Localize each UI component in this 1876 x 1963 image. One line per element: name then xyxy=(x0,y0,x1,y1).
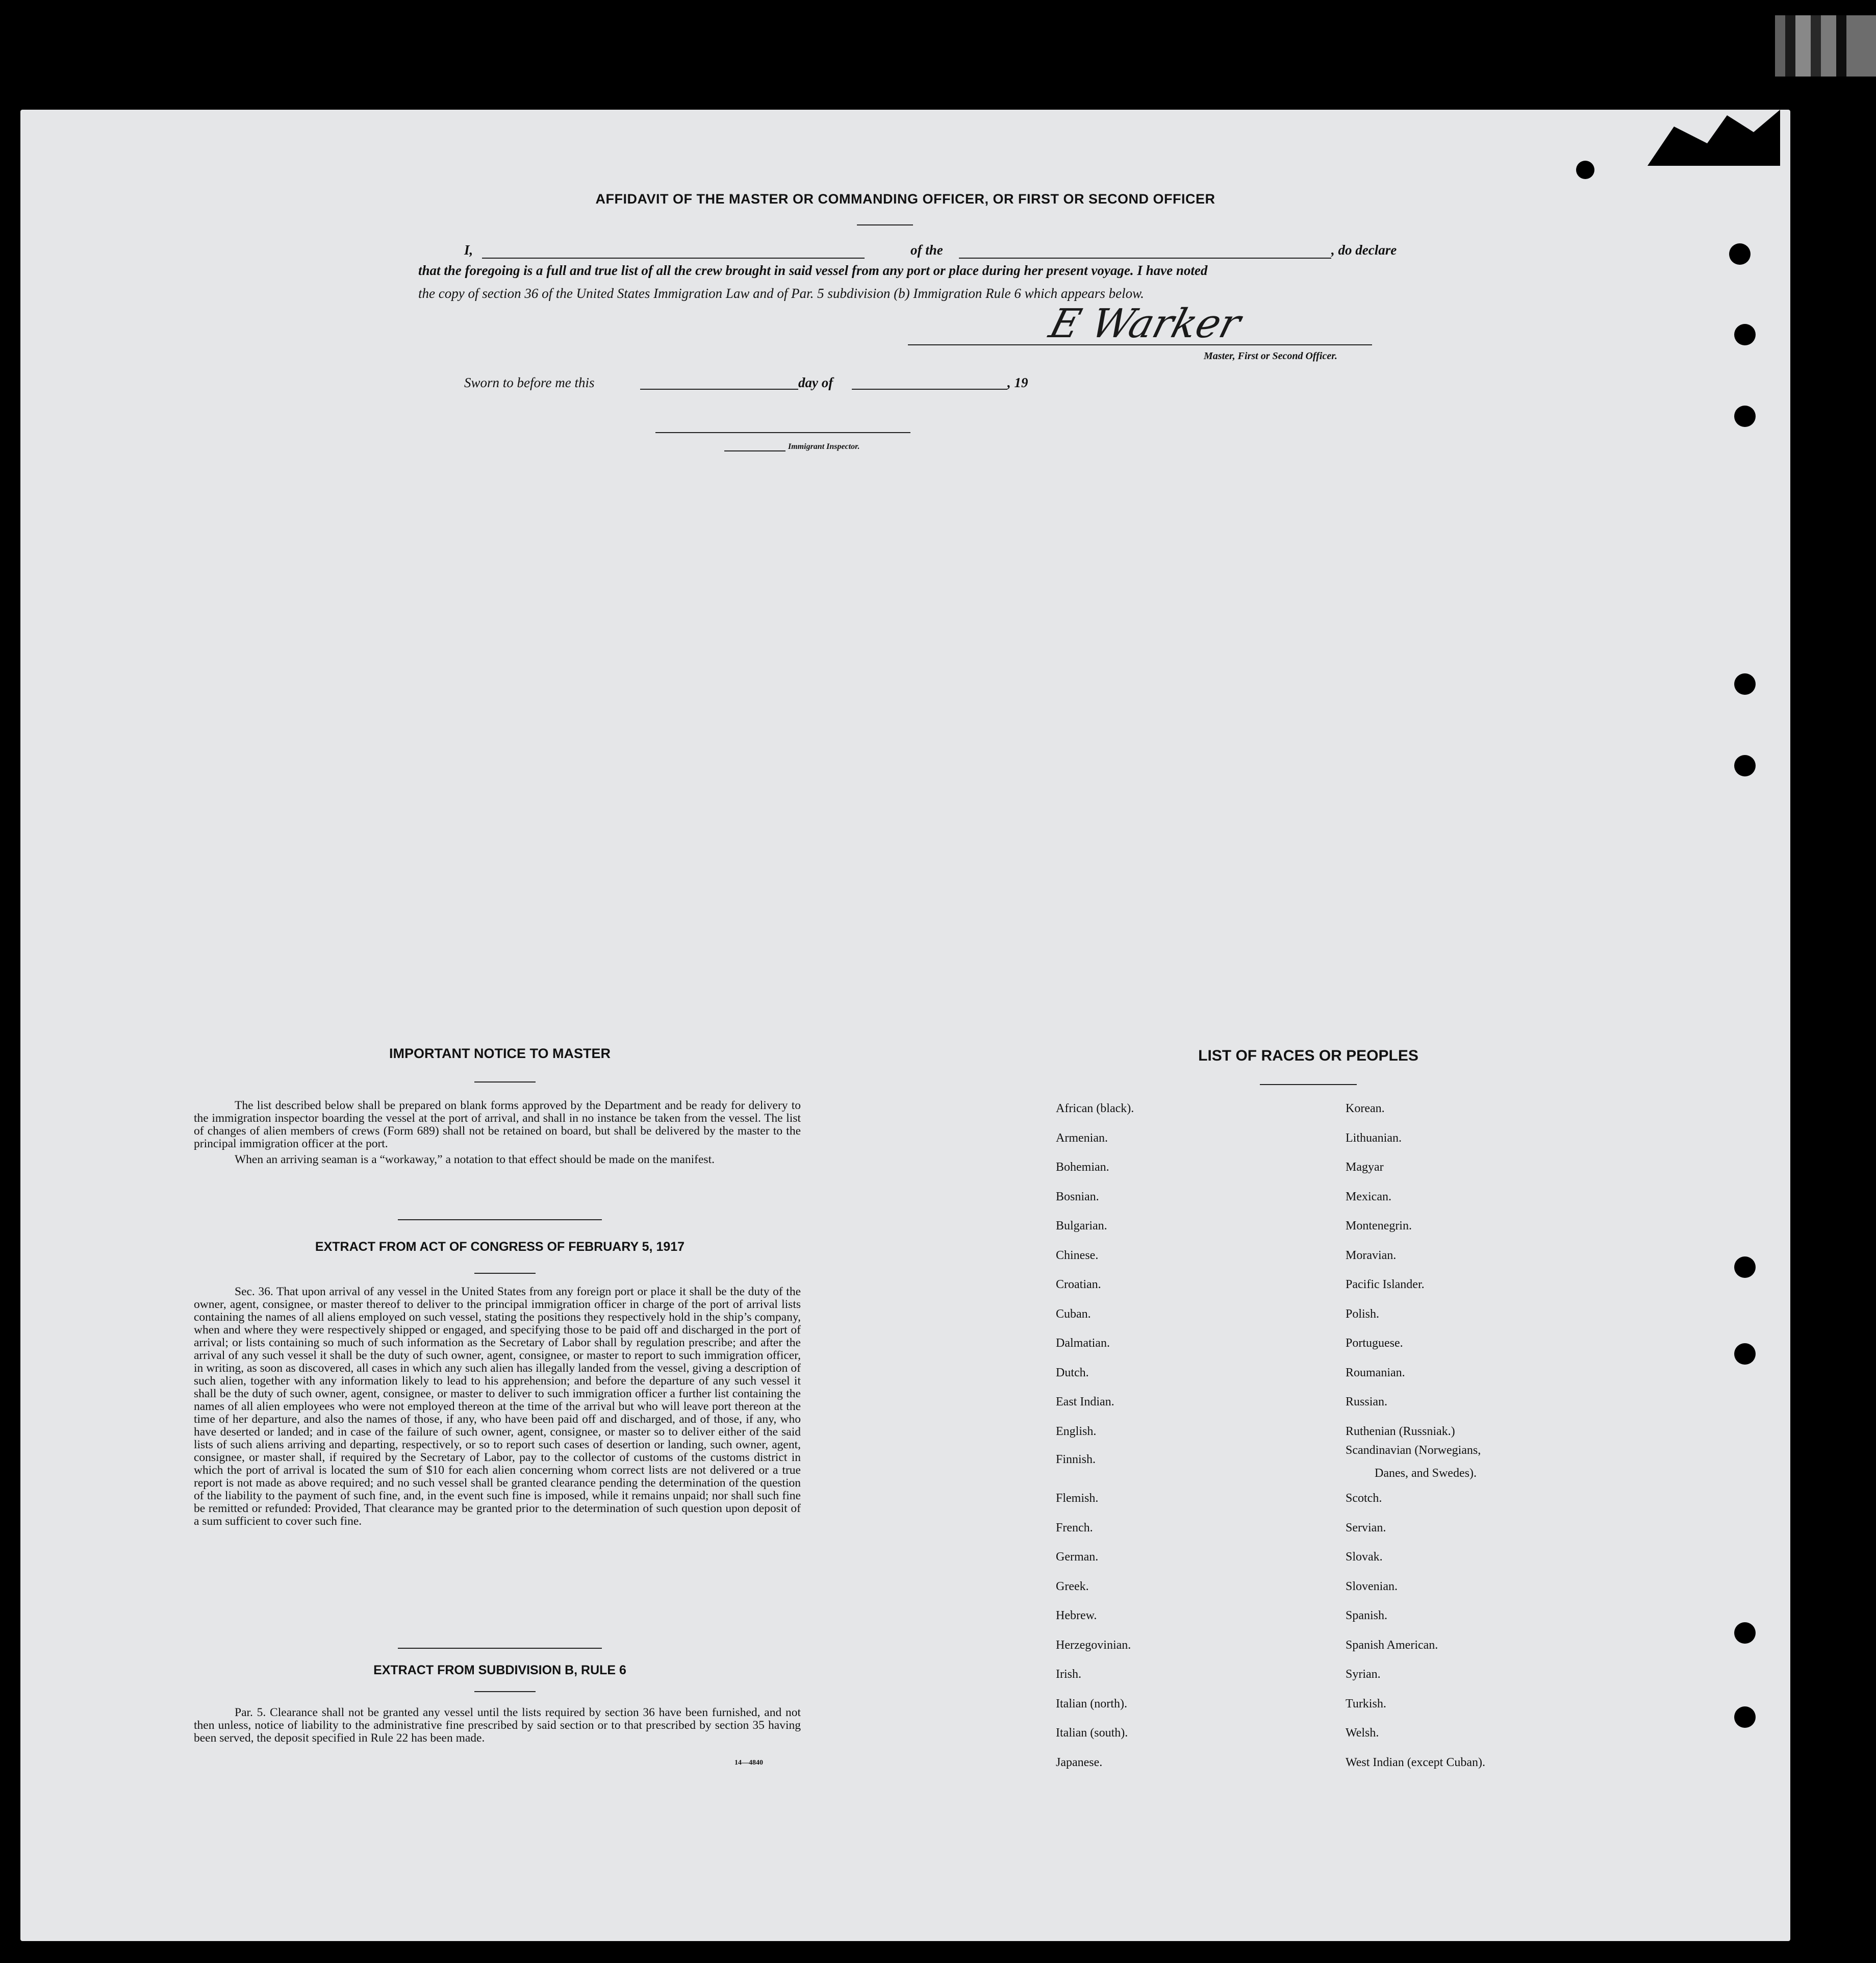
race-right-item: Turkish. xyxy=(1346,1697,1386,1710)
punch-hole xyxy=(1734,673,1756,695)
race-left-item: Dutch. xyxy=(1056,1366,1089,1379)
sworn-day-blank xyxy=(640,389,798,390)
race-right-item: Magyar xyxy=(1346,1161,1384,1174)
punch-hole xyxy=(1734,755,1756,776)
race-left-item: Greek. xyxy=(1056,1579,1089,1593)
races-title: LIST OF RACES OR PEOPLES xyxy=(1198,1047,1418,1064)
race-right-item: Slovenian. xyxy=(1346,1579,1398,1593)
divider xyxy=(398,1219,602,1220)
race-left-item: Croatian. xyxy=(1056,1278,1101,1291)
race-left-item: English. xyxy=(1056,1424,1097,1438)
race-left-item: Herzegovinian. xyxy=(1056,1638,1131,1652)
race-left-item: Bulgarian. xyxy=(1056,1219,1107,1232)
rule-underline xyxy=(474,1691,536,1692)
race-right-item: Russian. xyxy=(1346,1395,1388,1408)
race-left-item: German. xyxy=(1056,1550,1099,1564)
race-right-item: Servian. xyxy=(1346,1521,1386,1534)
signature-caption: Master, First or Second Officer. xyxy=(1204,350,1337,362)
race-left-item: African (black). xyxy=(1056,1102,1134,1115)
punch-hole xyxy=(1734,1256,1756,1278)
race-left-item: Dalmatian. xyxy=(1056,1337,1110,1350)
race-left-item: Armenian. xyxy=(1056,1131,1108,1145)
race-left-item: Bohemian. xyxy=(1056,1161,1109,1174)
form-number: 14—4840 xyxy=(734,1759,763,1767)
vessel-blank xyxy=(959,258,1331,259)
race-left-item: Bosnian. xyxy=(1056,1190,1099,1203)
act-underline xyxy=(474,1273,536,1274)
sworn-month-blank xyxy=(852,389,1007,390)
par-5-paragraph: Par. 5. Clearance shall not be granted any vessel until the lists required by section 36 have been furnished, and not then unless, notice of liability to the administrative fine prescribed by said section or to that prescribed by section 35 having been served, the deposit specified in Rule 22 has been made. xyxy=(194,1706,801,1745)
sworn-day-of: day of xyxy=(798,375,833,390)
declaration-line-3: the copy of section 36 of the United States Immigration Law and of Par. 5 subdivision (b) Immigration Rule 6 which appears below. xyxy=(418,286,1144,301)
race-left-item: French. xyxy=(1056,1521,1093,1534)
act-title: EXTRACT FROM ACT OF CONGRESS OF FEBRUARY 5, 1917 xyxy=(315,1240,685,1254)
race-right-item: Scotch. xyxy=(1346,1492,1382,1505)
punch-hole xyxy=(1734,324,1756,345)
race-left-item: Hebrew. xyxy=(1056,1609,1097,1622)
race-right-continuation: Danes, and Swedes). xyxy=(1375,1467,1477,1480)
master-signature: E Warker xyxy=(1044,301,1246,347)
par-5-text xyxy=(194,1706,801,1745)
section-36-paragraph: Sec. 36. That upon arrival of any vessel in the United States from any foreign port or place it shall be the duty of the owner, agent, consignee, or master thereof to deliver to the principal immigration officer in charge of the port of arrival lists containing the names of all aliens employed on such vessel, stating the positions they respectively hold in the ship’s company, when and where they were respectively shipped or engaged, and specifying those to be paid off and discharged in the port of arrival; or lists containing so much of such information as the Secretary of Labor shall by regulation prescribe; and after the arrival of any such vessel it shall be the duty of such owner, agent, consignee, or master to report to such immigration officer, in writing, as soon as discovered, all cases in which any such alien has illegally landed from the vessel, giving a description of such alien, together with any information likely to lead to his apprehension; and before the departure of any such vessel it shall be the duty of such owner, agent, consignee, or master to deliver to such immigration officer a further list containing the names of all alien employees who were not employed thereon at the time of the arrival but who will leave port thereon at the time of her departure, and also the names of those, if any, who have been paid off and discharged, and of those, if any, who have deserted or landed; and in case of the failure of such owner, agent, consignee, or master so to deliver either of the said lists of such aliens arriving and departing, respectively, or so to report such cases of desertion or landing, such owner, agent, consignee, or master shall, if required by the Secretary of Labor, pay to the collector of customs of the customs district in which the port of arrival is located the sum of $10 for each alien concerning whom correct lists are not delivered or a true report is not made as above required; and no such vessel shall be granted clearance pending the determination of the question of the liability to the payment of such fine, and, in the event such fine is imposed, while it remains unpaid; nor shall such fine be remitted or refunded: Provided, That clearance may be granted prior to the determination of such question upon deposit of a sum sufficient to cover such fine. xyxy=(194,1285,801,1528)
scan-edge-artifact xyxy=(1775,15,1876,77)
notice-paragraph-1: The list described below shall be prepared on blank forms approved by the Department and be ready for delivery to the immigration inspector boarding the vessel at the port of arrival, and shall in no instance be taken from the vessel. The list of changes of alien members of crews (Form 689) shall not be retained on board, but shall be delivered by the master to the principal immigration officer at the port. xyxy=(194,1099,801,1150)
race-right-item: Syrian. xyxy=(1346,1668,1381,1681)
race-left-item: Finnish. xyxy=(1056,1453,1096,1466)
name-blank xyxy=(482,258,865,259)
race-right-item: Welsh. xyxy=(1346,1726,1379,1740)
inspector-short-line xyxy=(724,450,785,451)
race-right-item: Slovak. xyxy=(1346,1550,1383,1564)
races-underline xyxy=(1260,1084,1357,1085)
declaration-of-the: of the xyxy=(910,242,943,258)
divider xyxy=(398,1648,602,1649)
race-right-item: West Indian (except Cuban). xyxy=(1346,1755,1485,1769)
notice-paragraphs xyxy=(194,1099,801,1166)
race-left-item: Irish. xyxy=(1056,1668,1081,1681)
race-right-item: Pacific Islander. xyxy=(1346,1278,1425,1291)
declaration-do-declare: , do declare xyxy=(1331,242,1397,258)
punch-hole xyxy=(1734,1622,1756,1644)
race-right-item: Polish. xyxy=(1346,1307,1380,1321)
punch-hole xyxy=(1576,161,1594,179)
race-right-item: Spanish American. xyxy=(1346,1638,1438,1652)
declaration-i: I, xyxy=(464,242,473,258)
race-left-item: Japanese. xyxy=(1056,1755,1103,1769)
race-left-item: East Indian. xyxy=(1056,1395,1114,1408)
race-right-item: Mexican. xyxy=(1346,1190,1391,1203)
punch-hole xyxy=(1734,1343,1756,1365)
race-right-item: Portuguese. xyxy=(1346,1337,1403,1350)
declaration-line-2: that the foregoing is a full and true list of all the crew brought in said vessel from any port or place during her present voyage. I have noted xyxy=(418,263,1208,278)
race-right-item: Ruthenian (Russniak.) xyxy=(1346,1424,1455,1438)
race-right-item: Lithuanian. xyxy=(1346,1131,1402,1145)
rule-title: EXTRACT FROM SUBDIVISION B, RULE 6 xyxy=(373,1663,626,1677)
torn-corner xyxy=(1647,110,1780,166)
race-left-item: Italian (south). xyxy=(1056,1726,1128,1740)
punch-hole xyxy=(1734,1706,1756,1728)
punch-hole xyxy=(1729,243,1751,265)
race-right-item: Korean. xyxy=(1346,1102,1385,1115)
race-right-item: Spanish. xyxy=(1346,1609,1388,1622)
race-left-item: Italian (north). xyxy=(1056,1697,1127,1710)
title-underline xyxy=(857,224,913,225)
race-right-item: Roumanian. xyxy=(1346,1366,1405,1379)
race-right-item: Montenegrin. xyxy=(1346,1219,1412,1232)
race-left-item: Flemish. xyxy=(1056,1492,1099,1505)
inspector-signature-line xyxy=(655,432,910,433)
manifest-page xyxy=(20,110,1790,1941)
race-right-item: Moravian. xyxy=(1346,1248,1397,1262)
sworn-year: , 19 xyxy=(1007,375,1028,390)
sworn-prefix: Sworn to before me this xyxy=(464,375,595,390)
affidavit-title: AFFIDAVIT OF THE MASTER OR COMMANDING OFFICER, OR FIRST OR SECOND OFFICER xyxy=(595,191,1215,207)
section-36-text xyxy=(194,1286,801,1528)
race-left-item: Cuban. xyxy=(1056,1307,1091,1321)
notice-title: IMPORTANT NOTICE TO MASTER xyxy=(389,1046,611,1061)
punch-hole xyxy=(1734,406,1756,427)
race-right-item: Scandinavian (Norwegians, xyxy=(1346,1444,1481,1457)
notice-paragraph-2: When an arriving seaman is a “workaway,” a notation to that effect should be made on the manifest. xyxy=(235,1153,715,1166)
notice-underline xyxy=(474,1081,536,1083)
inspector-caption: Immigrant Inspector. xyxy=(788,442,860,451)
race-left-item: Chinese. xyxy=(1056,1248,1099,1262)
